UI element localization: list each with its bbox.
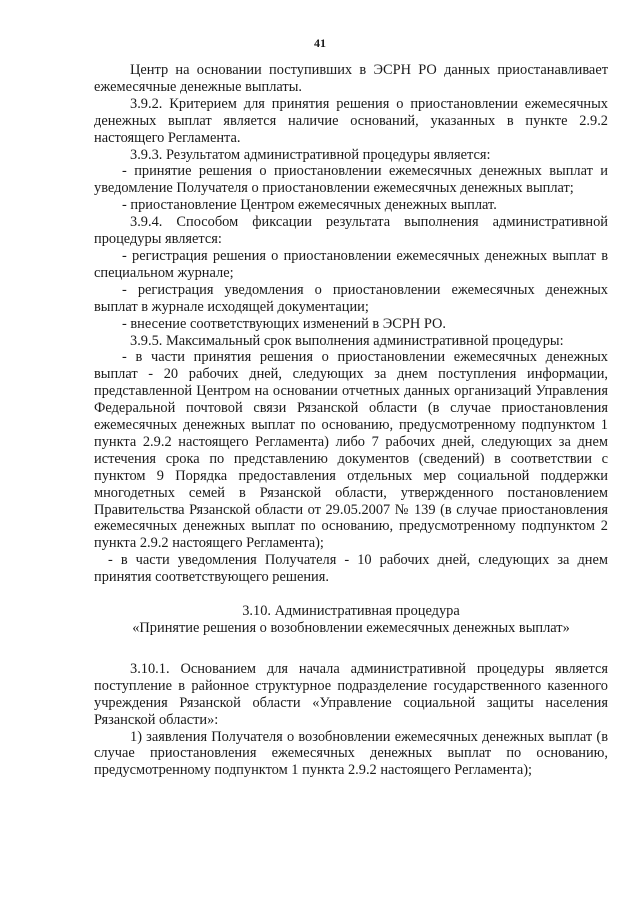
- page-number: 41: [314, 36, 326, 50]
- list-item: - регистрация уведомления о приостановлении ежемесячных денежных выплат в журнале исходящей документации;: [94, 281, 608, 315]
- paragraph: 1) заявления Получателя о возобновлении ежемесячных денежных выплат (в случае приостановления ежемесячных денежных выплат по основанию, предусмотренному подпунктом 1 пункта 2.9.2 настоящего Регламента);: [94, 728, 608, 779]
- paragraph: 3.9.2. Критерием для принятия решения о приостановлении ежемесячных денежных выплат является наличие оснований, указанных в пункте 2.9.2 настоящего Регламента.: [94, 95, 608, 146]
- document-body: [94, 62, 608, 779]
- spacer: [94, 586, 608, 603]
- list-item: - приостановление Центром ежемесячных денежных выплат.: [122, 197, 497, 214]
- spacer: [94, 637, 608, 661]
- list-item: - внесение соответствующих изменений в ЭСРН РО.: [122, 315, 447, 332]
- paragraph: 3.9.4. Способом фиксации результата выполнения административной процедуры является:: [94, 214, 608, 248]
- paragraph: 3.9.3. Результатом административной процедуры является:: [130, 146, 491, 163]
- list-item: - в части принятия решения о приостановлении ежемесячных денежных выплат - 20 рабочих дней, следующих за днем поступления информации, представленной Центром на основании отчетных данных организаций Управления Федеральной почтовой связи Рязанской области (в случае приостановления ежемесячных денежных выплат по основанию, предусмотренному подпунктом 1 пункта 2.9.2 настоящего Регламента) либо 7 рабочих дней, следующих за днем истечения срока по представлению документов (сведений) в соответствии с пунктом 9 Порядка предоставления отдельных мер социальной поддержки многодетных семей в Рязанской области, утвержденного постановлением Правительства Рязанской области от 29.05.2007 № 139 (в случае приостановления ежемесячных денежных выплат по основанию, предусмотренному подпунктом 2 пункта 2.9.2 настоящего Регламента);: [94, 349, 608, 552]
- paragraph: 3.10.1. Основанием для начала административной процедуры является поступление в районное структурное подразделение государственного казенного учреждения Рязанской области «Управление социальной защиты населения Рязанской области»:: [94, 660, 608, 728]
- section-subheading: «Принятие решения о возобновлении ежемесячных денежных выплат»: [132, 620, 570, 636]
- paragraph: 3.9.5. Максимальный срок выполнения административной процедуры:: [130, 332, 564, 349]
- list-item: - регистрация решения о приостановлении ежемесячных денежных выплат в специальном журнале;: [94, 247, 608, 281]
- section-heading: 3.10. Административная процедура: [242, 603, 460, 620]
- list-item: - принятие решения о приостановлении ежемесячных денежных выплат и уведомление Получателя о приостановлении ежемесячных денежных выплат;: [94, 163, 608, 197]
- list-item: - в части уведомления Получателя - 10 рабочих дней, следующих за днем принятия соответствующего решения.: [94, 552, 608, 586]
- paragraph: Центр на основании поступивших в ЭСРН РО данных приостанавливает ежемесячные денежные выплаты.: [94, 62, 608, 95]
